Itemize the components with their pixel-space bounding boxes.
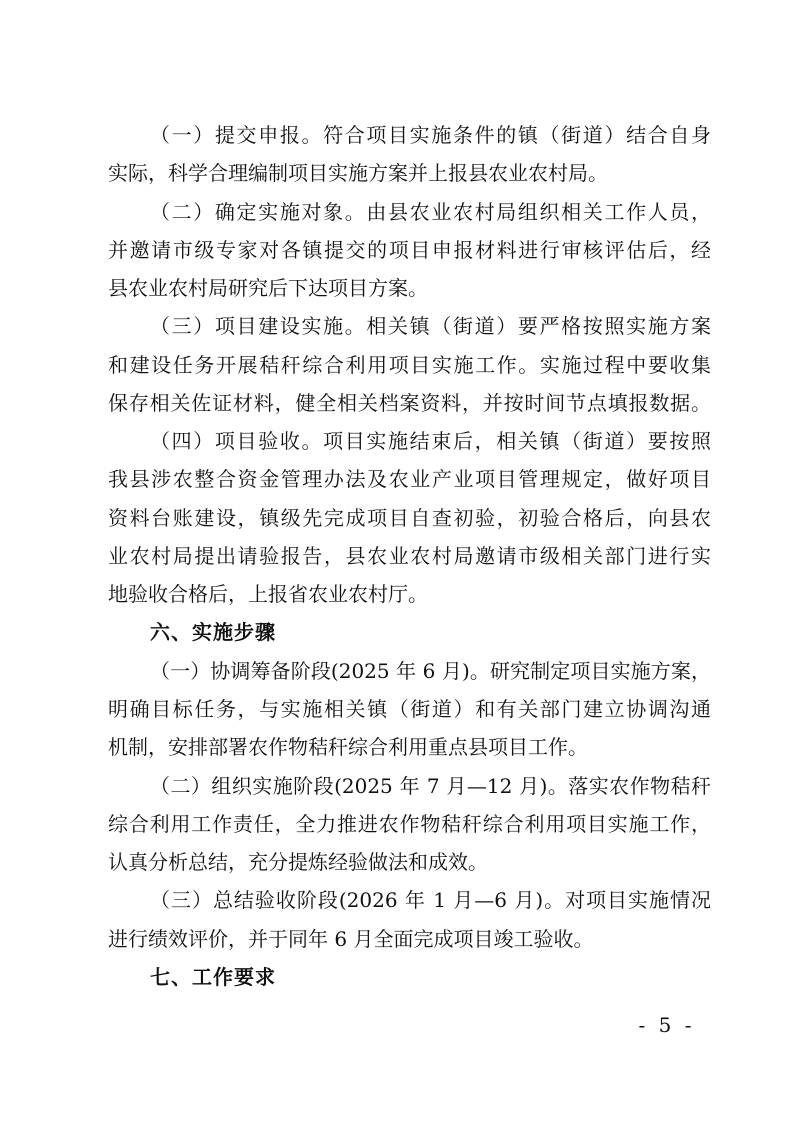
text-line: 并邀请市级专家对各镇提交的项目申报材料进行审核评估后，经: [108, 237, 711, 262]
text-line: 地验收合格后，上报省农业农村厅。: [108, 582, 428, 607]
text-line: （三）项目建设实施。相关镇（街道）要严格按照实施方案: [150, 314, 711, 339]
text-line: 明确目标任务，与实施相关镇（街道）和有关部门建立协调沟通: [108, 696, 711, 721]
paragraph-project-construction: [108, 307, 711, 422]
text-line: （一）协调筹备阶段(2025 年 6 月)。研究制定项目实施方案，: [150, 658, 711, 683]
paragraph-summary-phase: [108, 881, 711, 958]
paragraph-submit-declaration: [108, 116, 711, 193]
text-line: 和建设任务开展秸秆综合利用项目实施工作。实施过程中要收集: [108, 352, 711, 377]
text-line: 综合利用工作责任，全力推进农作物秸秆综合利用项目实施工作，: [108, 811, 711, 836]
section-heading-implementation-steps: 六、实施步骤: [150, 620, 276, 645]
paragraph-project-acceptance: [108, 422, 711, 613]
section-heading-work-requirements: 七、工作要求: [150, 964, 276, 989]
text-line: （四）项目验收。项目实施结束后，相关镇（街道）要按照: [150, 429, 711, 454]
text-line: 业农村局提出请验报告，县农业农村局邀请市级相关部门进行实: [108, 543, 711, 568]
text-line: 我县涉农整合资金管理办法及农业产业项目管理规定，做好项目: [108, 467, 711, 492]
text-line: 认真分析总结，充分提炼经验做法和成效。: [108, 850, 488, 875]
paragraph-determine-targets: [108, 193, 711, 308]
text-line: （三）总结验收阶段(2026 年 1 月—6 月)。对项目实施情况: [150, 888, 711, 913]
text-line: 进行绩效评价，并于同年 6 月全面完成项目竣工验收。: [108, 926, 594, 951]
text-line: （一）提交申报。符合项目实施条件的镇（街道）结合自身: [150, 123, 711, 147]
text-line: 实际，科学合理编制项目实施方案并上报县农业农村局。: [108, 161, 608, 186]
page-number: - 5 -: [638, 1013, 692, 1037]
text-line: 机制，安排部署农作物秸秆综合利用重点县项目工作。: [108, 735, 588, 760]
text-line: 资料台账建设，镇级先完成项目自查初验，初验合格后，向县农: [108, 505, 711, 530]
text-line: （二）确定实施对象。由县农业农村局组织相关工作人员，: [150, 199, 711, 224]
text-line: 保存相关佐证材料，健全相关档案资料，并按时间节点填报数据。: [108, 390, 711, 415]
text-line: （二）组织实施阶段(2025 年 7 月—12 月)。落实农作物秸秆: [150, 773, 711, 798]
document-body: [108, 116, 711, 996]
paragraph-organization-phase: [108, 767, 711, 882]
paragraph-coordination-phase: [108, 652, 711, 767]
text-line: 县农业农村局研究后下达项目方案。: [108, 276, 428, 301]
